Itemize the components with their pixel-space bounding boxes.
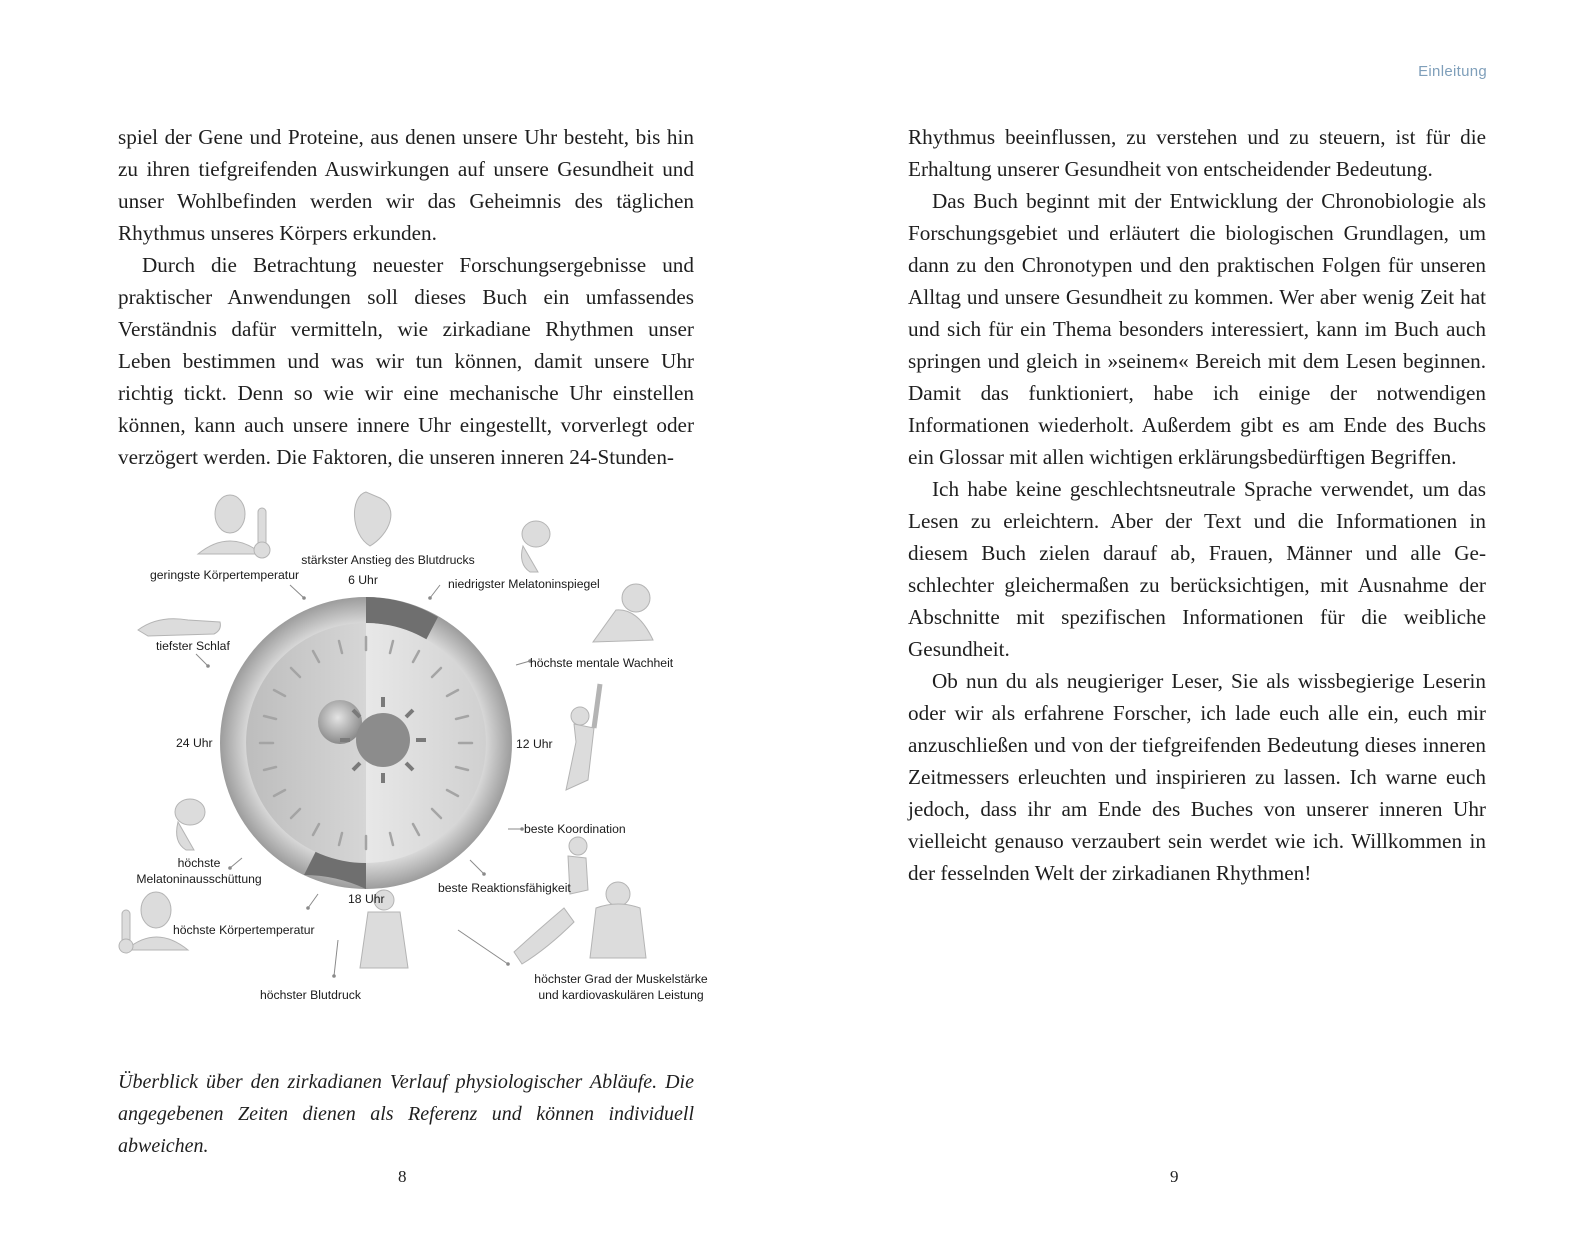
brain-head-icon <box>175 799 205 850</box>
paragraph: Rhythmus beeinflussen, zu verstehen und zu steuern, ist für die Erhaltung unserer Gesundheit von entscheidender Bedeutung. <box>908 125 1486 181</box>
label-muscle-line1: höchster Grad der Muskelstärke <box>534 972 708 986</box>
right-page <box>797 0 1594 1240</box>
page-number: 8 <box>398 1167 407 1186</box>
person-head-icon <box>126 892 188 950</box>
label-melatonin-secretion-line2: Melatoninausschüttung <box>136 872 262 886</box>
heart-icon <box>354 492 390 546</box>
left-body-text <box>118 121 694 473</box>
thermometer-icon <box>254 508 270 558</box>
thinking-person-icon <box>593 584 653 642</box>
paragraph: Durch die Betrachtung neuester Forschungsergebnisse und praktischer Anwendungen soll dieses Buch ein umfassendes Verständnis dafür vermitteln, wie zirkadiane Rhythmen unser Leben bestimmen und was wir tun können, damit unsere Uhr richtig tickt. Denn so wie wir eine mechanische Uhr einstellen können, kann auch unsere innere Uhr eingestellt, vorverlegt oder verzögert werden. Die Faktoren, die unseren inneren 24-Stunden- <box>118 253 694 469</box>
person-heart-icon <box>590 882 646 958</box>
sleeping-person-icon <box>138 619 220 636</box>
circadian-clock-figure <box>118 490 708 1025</box>
label-reaction: beste Reaktionsfähigkeit <box>438 881 571 895</box>
thermometer-icon <box>119 910 133 953</box>
label-18-uhr: 18 Uhr <box>348 892 385 906</box>
label-blood-pressure-rise: stärkster Anstieg des Blutdrucks <box>301 553 475 567</box>
right-body-text <box>908 121 1486 889</box>
label-coordination: beste Koordination <box>524 822 626 836</box>
label-muscle-line2: und kardiovaskulären Leistung <box>538 988 704 1002</box>
label-24-uhr: 24 Uhr <box>176 736 213 750</box>
label-lowest-melatonin: niedrigster Melatoninspiegel <box>448 577 600 591</box>
label-highest-temperature: höchste Körpertemperatur <box>173 923 315 937</box>
brain-head-icon <box>522 521 550 572</box>
paragraph: spiel der Gene und Proteine, aus denen unsere Uhr besteht, bis hin zu ihren tiefgreifenden Auswirkungen auf unsere Gesundheit und unser Wohlbefinden werden wir das Geheimnis des täglichen Rhythmus unseres Körpers erkunden. <box>118 125 694 245</box>
paragraph: Ob nun du als neugieriger Leser, Sie als wissbegierige Leserin oder wir als erfahrene Forscher, ich lade euch alle ein, euch mir anzuschließen und von der tiefgreifenden Bedeutung dieses inneren Zeitmessers erleuchten und inspirieren zu lassen. Ich warne euch jedoch, dass ihr am Ende des Buches von unserer inneren Uhr vielleicht genauso verzaubert sein werdet wie ich. Willkommen in der fesselnden Welt der zirkadianen Rhythmen! <box>908 669 1486 885</box>
person-head-icon <box>198 495 262 554</box>
label-melatonin-secretion-line1: höchste <box>177 856 221 870</box>
label-deepest-sleep: tiefster Schlaf <box>156 639 230 653</box>
label-mental-alertness: höchste mentale Wachheit <box>530 656 674 670</box>
page-number: 9 <box>1170 1167 1179 1186</box>
paragraph: Das Buch beginnt mit der Entwicklung der Chronobiologie als Forschungsgebiet und erläutert die biologischen Grundlagen, um dann zu den Chronotypen und den praktischen Folgen für unseren Alltag und unsere Gesundheit zu kommen. Wer aber wenig Zeit hat und sich für ein Thema besonders interessiert, kann im Buch auch springen und gleich in »seinem« Bereich mit dem Lesen beginnen. Damit das funktioniert, habe ich einige der notwendigen Informationen wiederholt. Außerdem gibt es am Ende des Buchs ein Glossar mit allen wichtigen erklärungsbedürftigen Begriffen. <box>908 189 1486 469</box>
paragraph: Ich habe keine geschlechtsneutrale Sprache verwendet, um das Lesen zu erleichtern. Aber der Text und die Informationen in diesem Buch zielen darauf ab, Frauen, Männer und alle Geschlechter gleichermaßen zu berücksichtigen, mit Ausnahme der Abschnitte mit spezifischen Informationen für die weibliche Gesundheit. <box>908 477 1486 661</box>
figure-caption: Überblick über den zirkadianen Verlauf physiologischer Abläufe. Die angegebenen Zeiten dienen als Referenz und können individuell abweichen. <box>118 1071 694 1157</box>
runner-icon <box>568 837 588 894</box>
running-head: Einleitung <box>1418 63 1487 80</box>
label-6-uhr: 6 Uhr <box>348 573 378 587</box>
muscle-icon <box>514 908 574 964</box>
label-highest-blood-pressure: höchster Blutdruck <box>260 988 361 1002</box>
athlete-icon <box>566 684 600 790</box>
moon-icon <box>318 700 362 744</box>
label-12-uhr: 12 Uhr <box>516 737 553 751</box>
circadian-clock-diagram <box>118 490 708 1025</box>
label-lowest-temperature: geringste Körpertemperatur <box>150 568 300 582</box>
